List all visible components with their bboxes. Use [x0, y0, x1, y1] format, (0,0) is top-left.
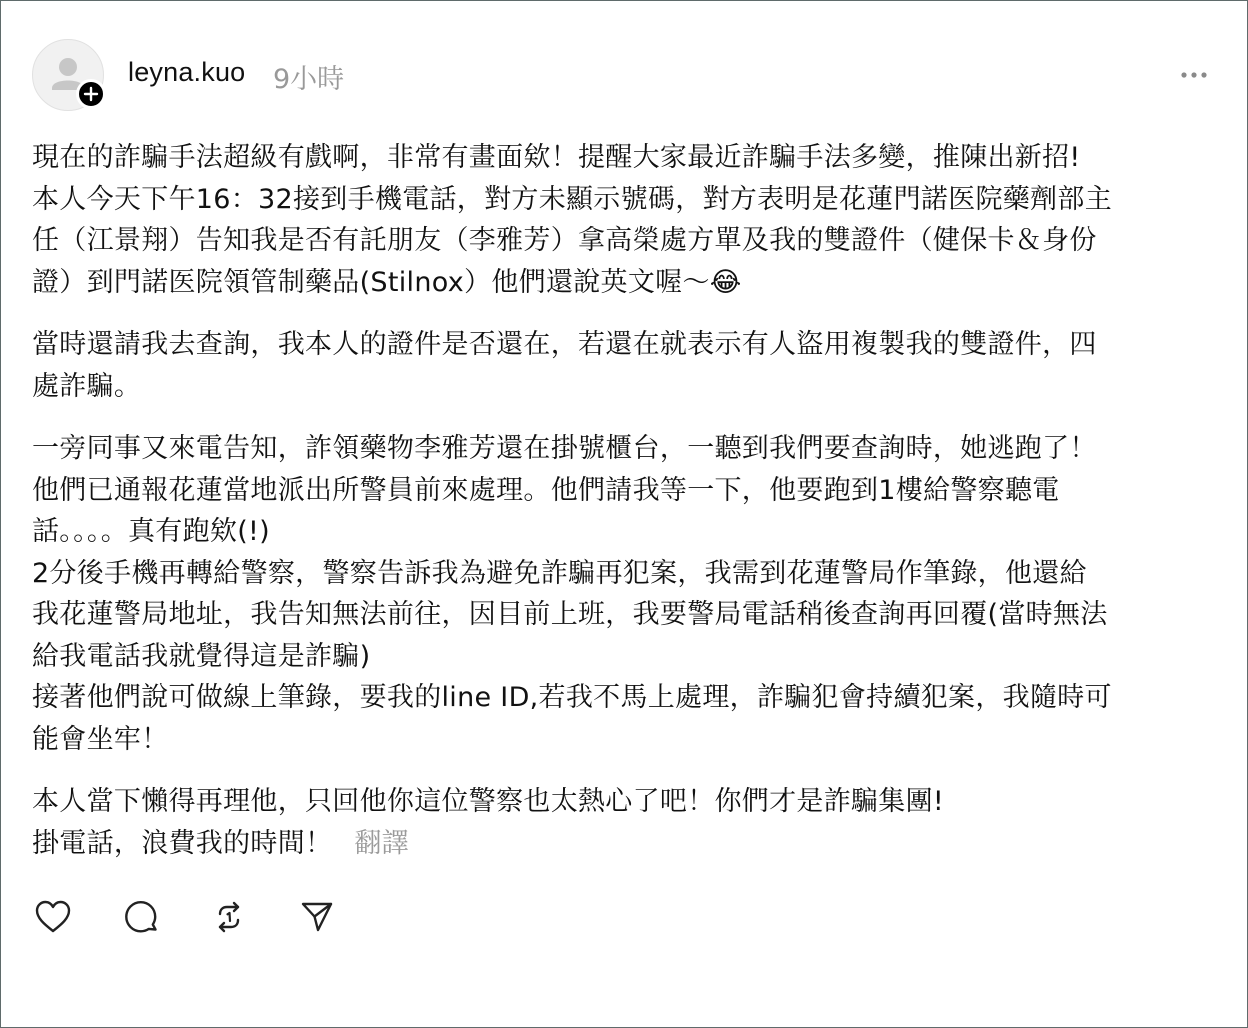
text-line: 2分後手機再轉給警察，警察告訴我為避免詐騙再犯案，我需到花蓮警局作筆錄，他還給	[32, 557, 1087, 589]
more-options-button[interactable]	[1173, 61, 1215, 89]
paragraph	[32, 428, 1222, 760]
text-line: 接著他們說可做線上筆錄，要我的line ID,若我不馬上處理，詐騙犯會持續犯案，我隨時可	[32, 682, 1112, 713]
text-line: 任（江景翔）告知我是否有託朋友（李雅芳）拿高榮處方單及我的雙證件（健保卡＆身份	[32, 225, 1097, 256]
text-line: 處詐騙。	[32, 370, 142, 402]
text-line: 本人今天下午16：32接到手機電話，對方未顯示號碼，對方表明是花蓮門諾医院藥劑部主	[32, 183, 1113, 215]
text-line: 證）到門諾医院領管制藥品(Stilnox）他們還說英文喔～😂	[32, 266, 742, 298]
repost-icon	[210, 898, 248, 936]
text-line: 給我電話我就覺得這是詐騙)	[32, 640, 371, 672]
text-line: 當時還請我去查詢，我本人的證件是否還在，若還在就表示有人盜用複製我的雙證件，四	[32, 329, 1097, 360]
text-line: 本人當下懶得再理他，只回他你這位警察也太熱心了吧！你們才是詐騙集團!	[32, 786, 945, 817]
heart-icon	[34, 899, 72, 935]
follow-button[interactable]	[76, 79, 106, 109]
comment-icon	[122, 898, 160, 936]
text-line: 他們已通報花蓮當地派出所警員前來處理。他們請我等一下，他要跑到1樓給警察聽電	[32, 474, 1060, 506]
text-line: 現在的詐騙手法超級有戲啊，非常有畫面欸！提醒大家最近詐騙手法多變，推陳出新招!	[32, 142, 1081, 173]
text-line-content: 掛電話，浪費我的時間！	[32, 827, 333, 859]
like-button[interactable]	[32, 896, 74, 938]
text-line	[32, 823, 1222, 865]
text-line: 能會坐牢！	[32, 723, 169, 755]
more-horizontal-icon	[1180, 71, 1208, 79]
text-line: 一旁同事又來電告知，詐領藥物李雅芳還在掛號櫃台，一聽到我們要查詢時，她逃跑了！	[32, 433, 1097, 464]
avatar-container[interactable]	[32, 39, 104, 111]
text-line: 話。。。。真有跑欸(!)	[32, 516, 270, 547]
repost-button[interactable]	[208, 896, 250, 938]
paragraph	[32, 324, 1222, 407]
plus-icon	[83, 86, 99, 102]
reply-button[interactable]	[120, 896, 162, 938]
post-timestamp[interactable]: 9小時	[273, 64, 345, 95]
paragraph	[32, 137, 1222, 303]
paragraph	[32, 781, 1222, 864]
post-text	[32, 137, 1222, 864]
share-button[interactable]	[296, 896, 338, 938]
send-icon	[298, 898, 336, 936]
translate-link[interactable]: 翻譯	[354, 827, 409, 859]
username[interactable]: leyna.kuo	[128, 57, 246, 87]
text-line: 我花蓮警局地址，我告知無法前往，因目前上班，我要警局電話稍後查詢再回覆(當時無法	[32, 599, 1108, 630]
